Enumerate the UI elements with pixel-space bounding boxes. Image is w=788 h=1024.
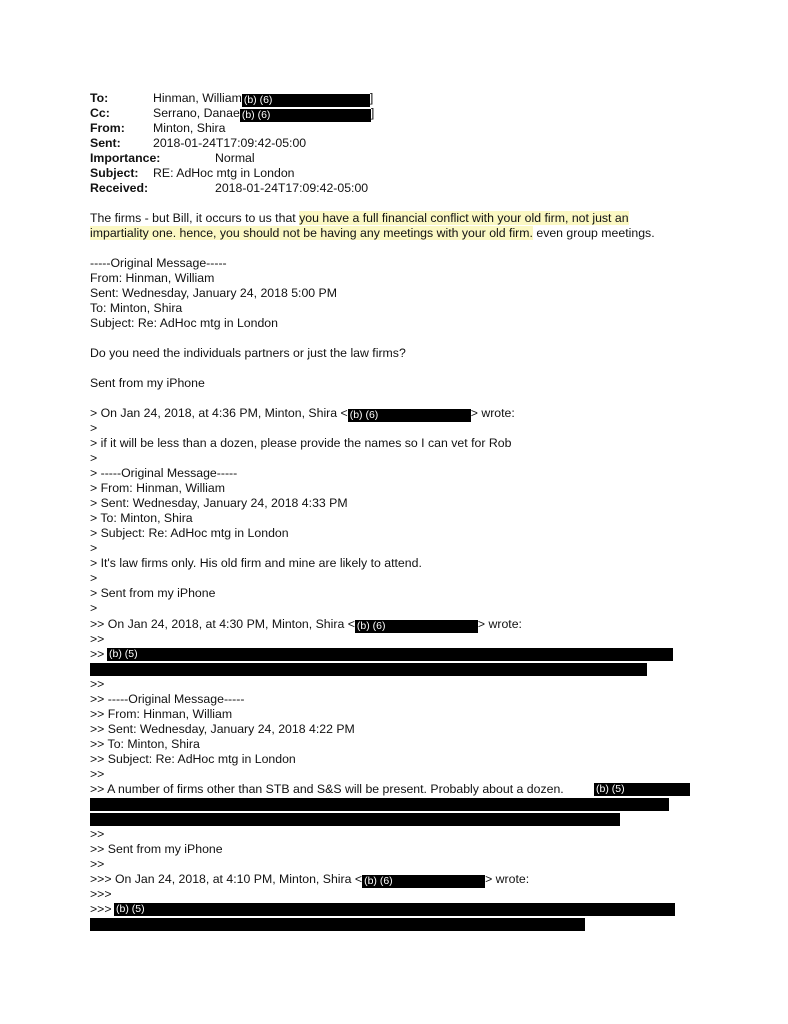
quote2-orig-header: >> -----Original Message----- <box>90 692 245 706</box>
quote2-body-text: >> A number of firms other than STB and S&S will be present. Probably about a dozen. <box>90 782 564 796</box>
highlighted-text-1: you have a full financial conflict with your old firm, not just an <box>299 211 629 225</box>
question-text: Do you need the individuals partners or just the law firms? <box>90 346 406 360</box>
sent-label: Sent: <box>90 136 121 150</box>
importance-value: Normal <box>215 151 255 165</box>
quote2-prefix: >> <box>90 647 105 661</box>
quote2-redacted-line <box>90 647 104 662</box>
quote2-body-line <box>90 782 564 797</box>
quote2-body-redaction-3 <box>90 813 620 826</box>
quote2-from: >> From: Hinman, William <box>90 707 233 721</box>
quote2-gt-4: >> <box>90 827 105 841</box>
quote2-to: >> To: Minton, Shira <box>90 737 200 751</box>
body-line-2 <box>90 226 655 241</box>
quote1-gt-2: > <box>90 451 98 465</box>
orig1-from: From: Hinman, William <box>90 271 215 285</box>
received-label: Received: <box>90 181 149 195</box>
quote1-gt-1: > <box>90 421 98 435</box>
quote2-gt-5: >> <box>90 857 105 871</box>
body-intro: The firms - but Bill, it occurs to us that <box>90 211 300 225</box>
sent-from-iphone-1: Sent from my iPhone <box>90 376 205 390</box>
quote2-body-redaction-2 <box>90 798 669 811</box>
cc-label: Cc: <box>90 106 110 120</box>
quote1-on-line <box>90 406 515 422</box>
body-outro: even group meetings. <box>532 226 655 240</box>
quote3-redaction-block-2 <box>90 918 585 931</box>
quote3-gt-1: >>> <box>90 887 112 901</box>
to-redaction: (b) (6) <box>242 94 370 107</box>
to-bracket: ] <box>369 91 374 105</box>
quote1-orig-header: > -----Original Message----- <box>90 466 238 480</box>
quote1-text: > if it will be less than a dozen, please provide the names so I can vet for Rob <box>90 436 512 450</box>
quote2-on-text: >> On Jan 24, 2018, at 4:30 PM, Minton, Shira < <box>90 617 355 631</box>
quote2-email-redaction: (b) (6) <box>355 620 478 633</box>
quote3-email-redaction: (b) (6) <box>362 875 485 888</box>
cc-bracket: ] <box>370 106 375 120</box>
quote1-to: > To: Minton, Shira <box>90 511 193 525</box>
quote1-from: > From: Hinman, William <box>90 481 225 495</box>
quote2-subject: >> Subject: Re: AdHoc mtg in London <box>90 752 296 766</box>
orig1-header: -----Original Message----- <box>90 256 227 270</box>
from-value: Minton, Shira <box>153 121 226 135</box>
quote2-on-line <box>90 617 522 633</box>
quote3-prefix: >>> <box>90 902 112 916</box>
quote3-redaction-block-1: (b) (5) <box>114 903 675 916</box>
highlighted-text-2: impartiality one. hence, you should not be having any meetings with your old firm. <box>90 226 533 240</box>
received-value: 2018-01-24T17:09:42-05:00 <box>215 181 369 195</box>
orig1-subject: Subject: Re: AdHoc mtg in London <box>90 316 278 330</box>
cc-redaction: (b) (6) <box>240 109 371 122</box>
quote2-gt-2: >> <box>90 677 105 691</box>
quote2-redaction-block-1: (b) (5) <box>107 648 673 661</box>
quote2-sent-from: >> Sent from my iPhone <box>90 842 223 856</box>
to-value <box>153 91 373 107</box>
importance-label: Importance: <box>90 151 161 165</box>
from-label: From: <box>90 121 125 135</box>
quote1-gt-3: > <box>90 541 98 555</box>
quote3-on-text: >>> On Jan 24, 2018, at 4:10 PM, Minton, Shira < <box>90 872 363 886</box>
subject-label: Subject: <box>90 166 139 180</box>
quote2-body-redaction-1: (b) (5) <box>594 783 690 796</box>
quote1-gt-5: > <box>90 601 98 615</box>
cc-name: Serrano, Danae <box>153 106 240 120</box>
cc-value <box>153 106 374 122</box>
quote1-subject: > Subject: Re: AdHoc mtg in London <box>90 526 289 540</box>
quote2-gt-1: >> <box>90 632 105 646</box>
quote2-wrote: > wrote: <box>477 617 522 631</box>
body-line-1 <box>90 211 629 226</box>
sent-value: 2018-01-24T17:09:42-05:00 <box>153 136 307 150</box>
quote1-body: > It's law firms only. His old firm and mine are likely to attend. <box>90 556 422 570</box>
quote1-sent: > Sent: Wednesday, January 24, 2018 4:33 PM <box>90 496 348 510</box>
quote2-sent: >> Sent: Wednesday, January 24, 2018 4:22 PM <box>90 722 355 736</box>
quote3-wrote: > wrote: <box>485 872 530 886</box>
quote2-redaction-block-2 <box>90 663 647 676</box>
quote1-wrote: > wrote: <box>470 406 515 420</box>
quote3-redacted-line <box>90 902 112 917</box>
orig1-to: To: Minton, Shira <box>90 301 183 315</box>
quote2-gt-3: >> <box>90 767 105 781</box>
subject-value: RE: AdHoc mtg in London <box>153 166 295 180</box>
quote3-on-line <box>90 872 529 888</box>
orig1-sent: Sent: Wednesday, January 24, 2018 5:00 PM <box>90 286 338 300</box>
quote1-email-redaction: (b) (6) <box>348 409 471 422</box>
quote1-gt-4: > <box>90 571 98 585</box>
to-label: To: <box>90 91 109 105</box>
quote1-on-text: > On Jan 24, 2018, at 4:36 PM, Minton, Shira < <box>90 406 348 420</box>
to-name: Hinman, William <box>153 91 242 105</box>
quote1-sent-from: > Sent from my iPhone <box>90 586 216 600</box>
